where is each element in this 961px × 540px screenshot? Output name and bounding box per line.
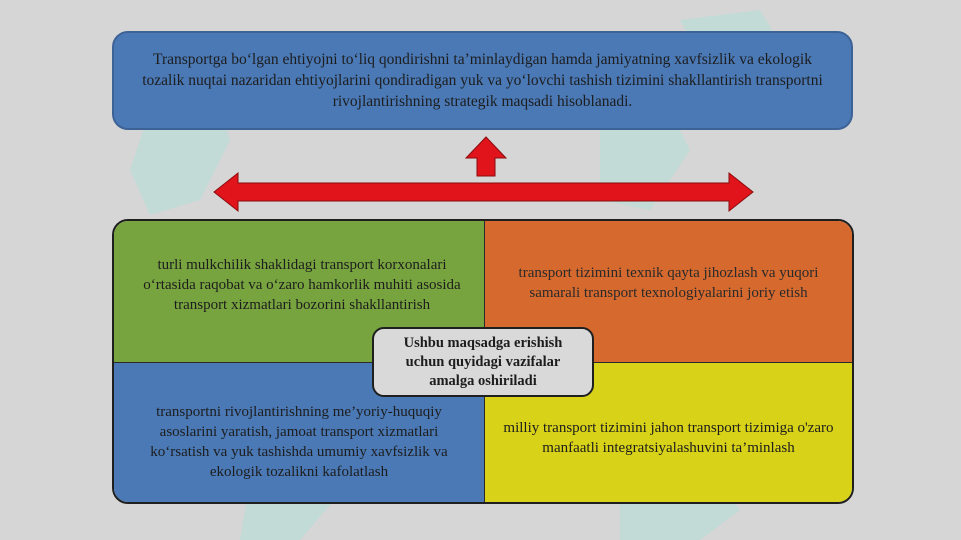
red-double-arrow-icon (214, 137, 753, 211)
task-legal-framework-text: transportni rivojlantirishning me’yoriy-huquqiy asoslarini yaratish, jamoat transport xizmatlari ko‘rsatish va yuk tashishda umumiy xavfsizlik va ekologik tozalikni kafolatlash (150, 403, 448, 480)
center-tasks-label (372, 327, 594, 397)
up-arrow-icon (466, 137, 506, 176)
left-right-arrow-icon (214, 173, 753, 211)
task-technical-reequipment-text: transport tizimini texnik qayta jihozlash va yuqori samarali transport texnologiyalarini joriy etish (518, 264, 819, 301)
strategic-goal-text: Transportga bo‘lgan ehtiyojni to‘liq qondirishni ta’minlaydigan hamda jamiyatning xavfsizlik va ekologik tozalik nuqtai nazaridan ehtiyojlarini qondiradigan yuk va yo‘lovchi tashish tizimini shakllantirish transportni rivojlantirishning strategik maqsadi hisoblanadi. (142, 51, 823, 110)
task-market-formation-text: turli mulkchilik shaklidagi transport korxonalari o‘rtasida raqobat va o‘zaro hamkorlik muhiti asosida transport xizmatlari bozorini shakllantirish (143, 256, 461, 313)
task-global-integration-text: milliy transport tizimini jahon transport tizimiga o'zaro manfaatli integratsiyalashuvini ta’minlash (503, 419, 834, 456)
center-tasks-text: Ushbu maqsadga erishish uchun quyidagi vazifalar amalga oshiriladi (403, 334, 563, 389)
